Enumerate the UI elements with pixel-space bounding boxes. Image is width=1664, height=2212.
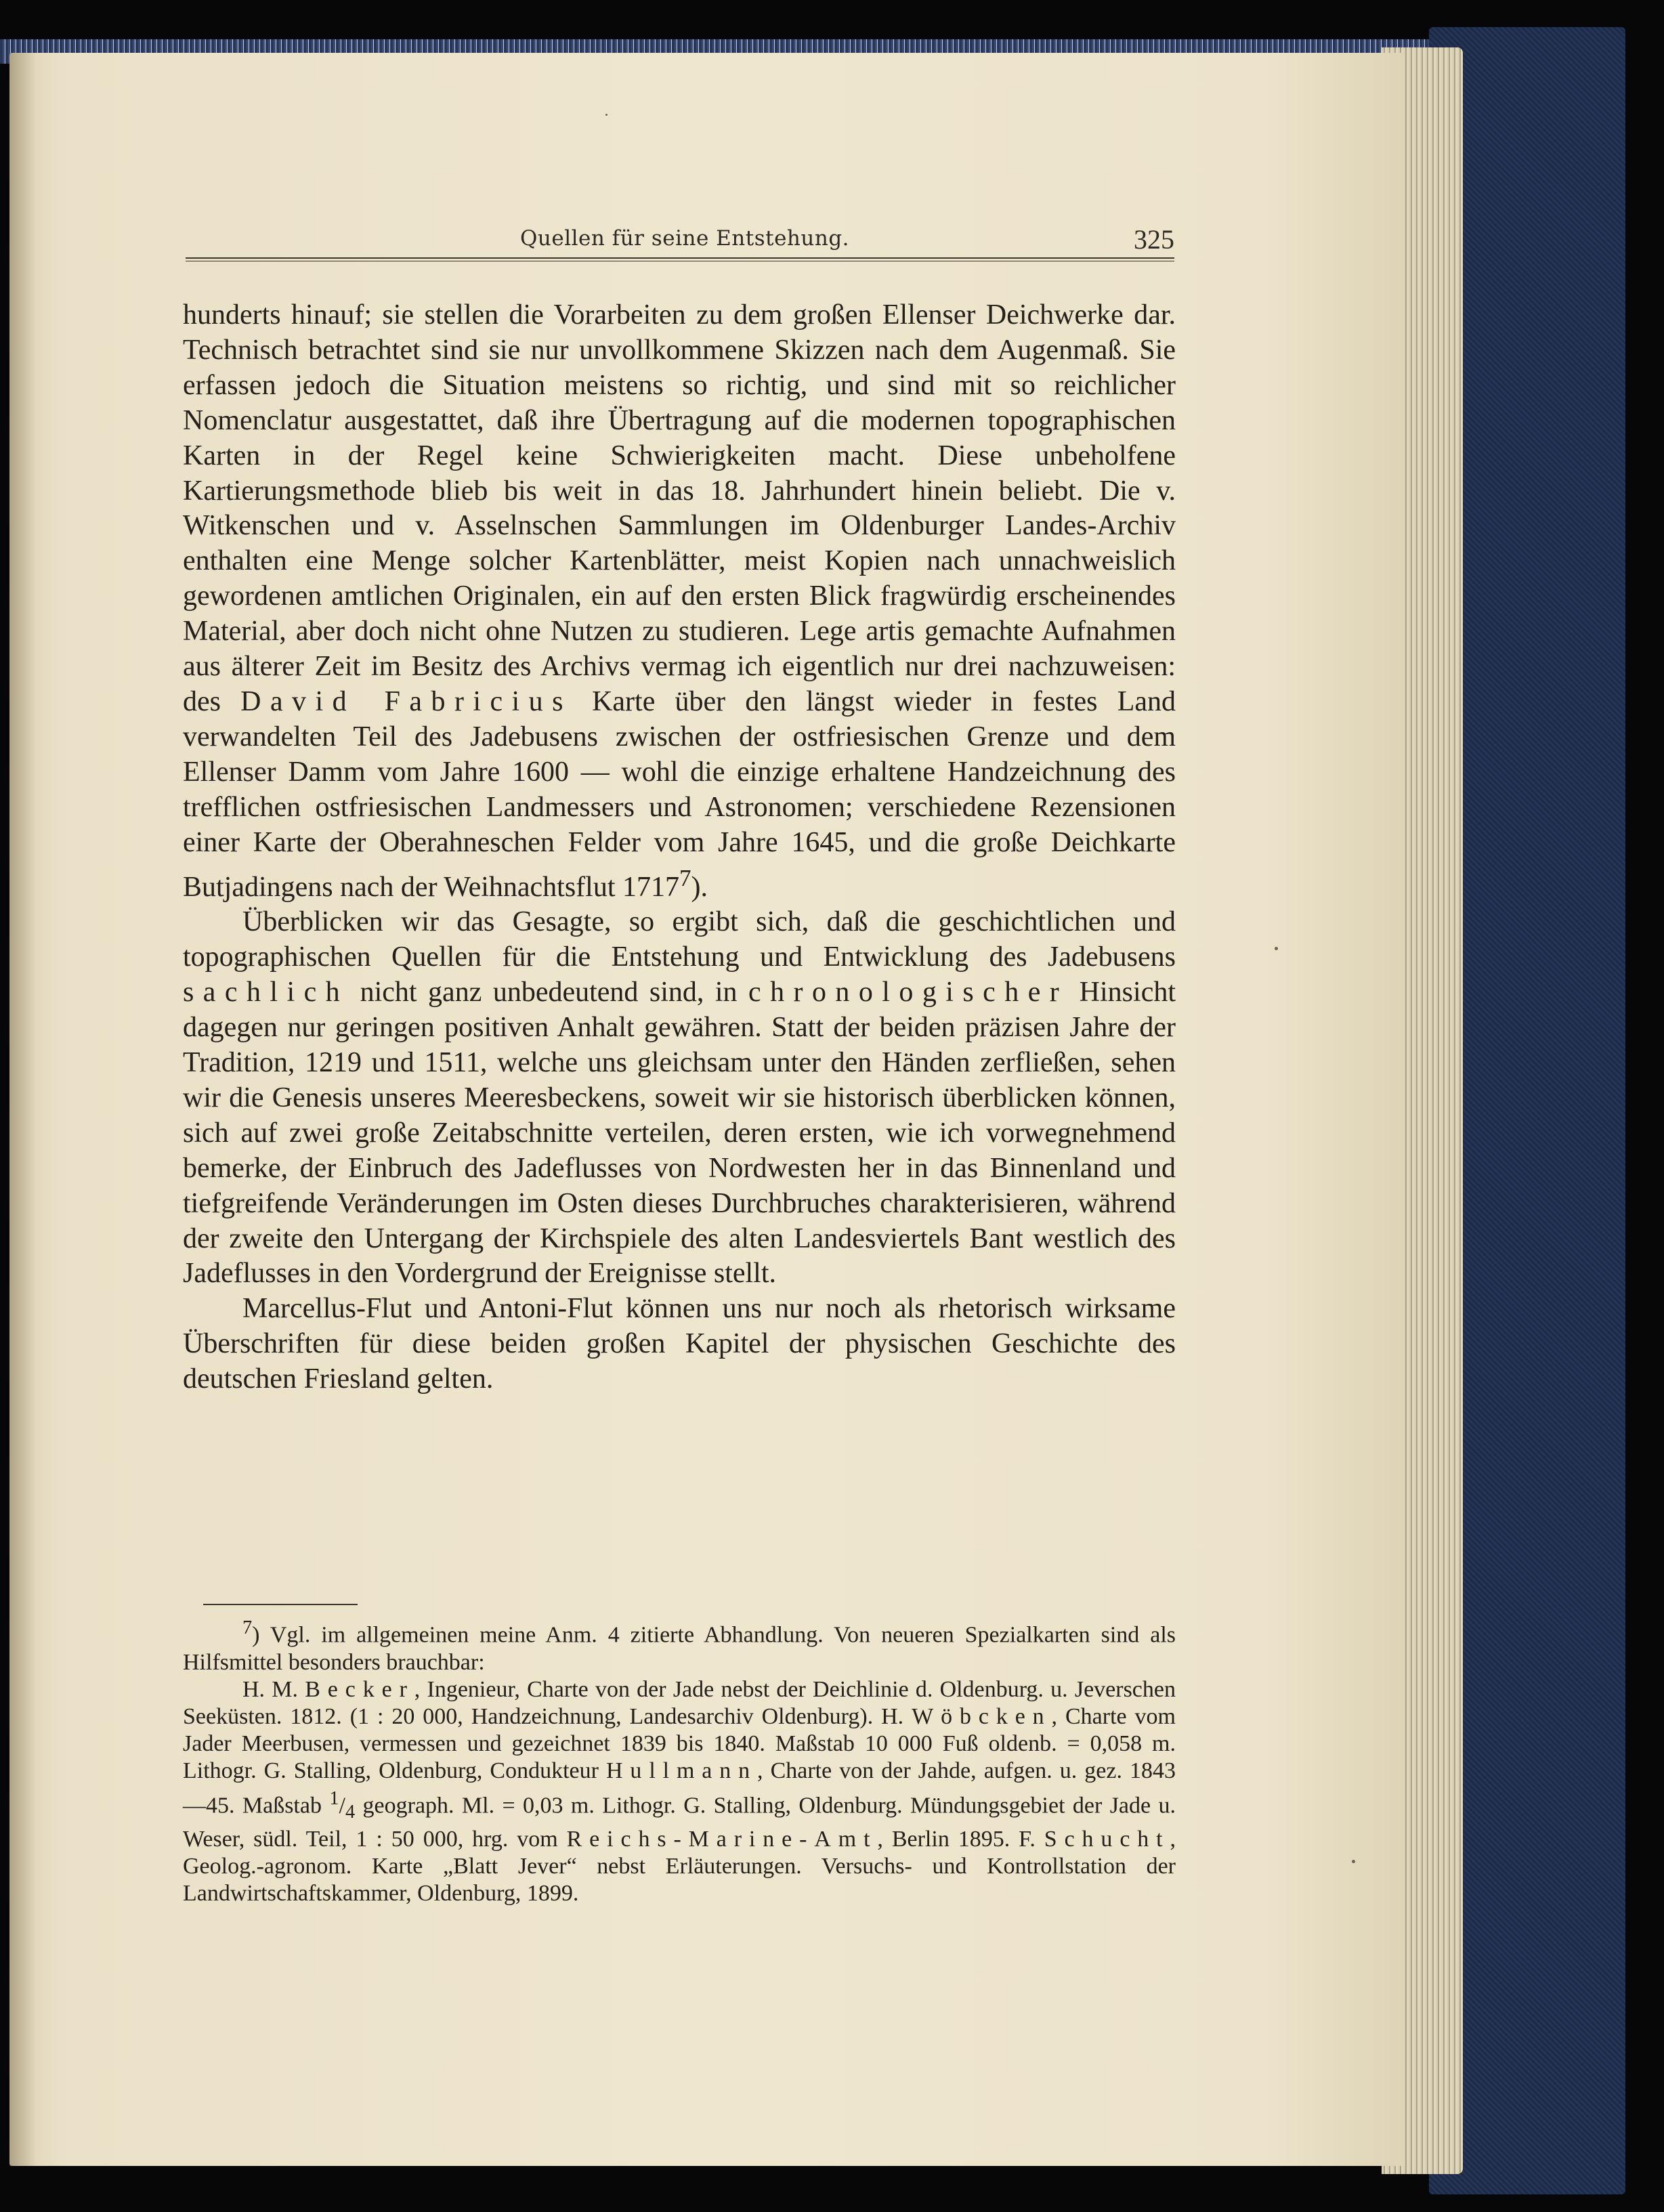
footnote-text-d: , Charte von der Jahde, aufgen. u. gez. 1843—45. Maßstab — [183, 1758, 1176, 1818]
paragraph-2-text-b: nicht ganz unbedeutend sind, in — [349, 977, 749, 1008]
person-name-woebcken: Wöbcken — [912, 1703, 1052, 1729]
paragraph-2-text-c: Hinsicht dagegen nur geringen positiven Anhalt gewähren. Statt der beiden präzisen Jahre der Tradition, 1219 und 1511, welche uns gleichsam unter den Händen zerfließen, sehen wir die Genesis unseres Meeresbeckens, soweit wir sie historisch überblicken können, sich auf zwei große Zeitabschnitte verteilen, deren ersten, wie ich vorwegnehmend bemerke, der Einbruch des Jadeflusses von Nordwesten her in das Binnenland und tiefgreifende Veränderungen im Osten dieses Durchbruches charakterisieren, während der zweite den Untergang der Kirchspiele des alten Landesviertels Bant westlich des Jadeflusses in den Vordergrund der Ereignisse stellt. — [183, 977, 1176, 1290]
institution-reichs-marine-amt: Reichs-Marine-Amt — [566, 1826, 878, 1852]
footnote-text-g: , Geolog.-agronom. Karte „Blatt Jever“ nebst Erläuterungen. Versuchs- und Kontrollstation der Landwirtschaftskammer, Oldenburg, 1899. — [183, 1826, 1176, 1907]
emphasis-chronologischer: chronologischer — [748, 977, 1069, 1008]
paragraph-2 — [183, 905, 1176, 1292]
paragraph-2-text-a: Überblicken wir das Gesagte, so ergibt sich, daß die geschichtlichen und topographischen Quellen für die Entstehung und Entwicklung des Jadebusens — [183, 906, 1176, 973]
footnote-text-e: geograph. Ml. = 0,03 m. Lithogr. G. Stalling, Oldenburg. Mündungsgebiet der Jade u. Weser, südl. Teil, 1 : 50 000, hrg. vom — [183, 1792, 1176, 1852]
footnote-text-a: H. M. — [242, 1676, 305, 1702]
page-number: 325 — [1134, 224, 1174, 255]
body-text — [183, 298, 1176, 1397]
footnote-rule — [203, 1604, 358, 1605]
paper-speck — [1352, 1860, 1355, 1863]
gutter-shadow — [9, 53, 37, 2166]
paper-speck — [1275, 947, 1278, 950]
person-name-fabricius: David Fabricius — [240, 685, 572, 717]
footnote-7-text: ) Vgl. im allgemeinen meine Anm. 4 zitierte Abhandlung. Von neueren Spezialkarten sind als Hilfsmittel besonders brauchbar: — [183, 1622, 1176, 1675]
person-name-schucht: Schucht — [1044, 1826, 1170, 1852]
footnotes — [183, 1615, 1176, 1907]
footnote-text-f: , Berlin 1895. F. — [877, 1826, 1044, 1852]
footnote-text-b: , Ingenieur, Charte von der Jade nebst der Deichlinie d. Oldenburg. u. Jeverschen Seeküsten. 1812. (1 : 20 000, Handzeichnung, Landesarchiv Oldenburg). H. — [183, 1676, 1176, 1729]
paragraph-1-text-c: ). — [691, 871, 708, 903]
fraction-numerator: 1 — [329, 1787, 339, 1809]
paragraph-1-text-b: Karte über den längst wieder in festes Land verwandelten Teil des Jadebusens zwischen der ostfriesischen Grenze und dem Ellenser Damm vom Jahre 1600 — wohl die einzige erhaltene Handzeichnung des trefflichen ostfriesischen Landmessers und Astronomen; verschiedene Rezensionen einer Karte der Oberahneschen Felder vom Jahre 1645, und die große Deichkarte Butjadingens nach der Weihnachtsflut 1717 — [183, 685, 1176, 903]
running-head: Quellen für seine Entstehung. — [520, 226, 850, 251]
emphasis-sachlich: sachlich — [183, 977, 349, 1008]
footnote-7-list: H. M. Becker, Ingenieur, Charte von der Jade nebst der Deichlinie d. Oldenburg. u. Jeverschen Seeküsten. 1812. (1 : 20 000, Handzeichnung, Landesarchiv Oldenburg). H. Wöbcken, Charte vom Jader Meerbusen, vermessen und gezeichnet 1839 bis 1840. Maßstab 10 000 Fuß oldenb. = 0,058 m. Lithogr. G. Stalling, Oldenburg, Condukteur Hullmann, Charte von der Jahde, aufgen. u. gez. 1843—45. Maßstab $^1/_4$ geograph. Ml. = 0,03 m. Lithogr. G. Stalling, Oldenburg. Mündungsgebiet der Jade u. Weser, südl. Teil, 1 : 50 000, hrg. vom Reichs-Marine-Amt, Berlin 1895. F. Schucht, Geolog.-agronom. Karte „Blatt Jever“ nebst Erläuterungen. Versuchs- und Kontrollstation der Landwirtschaftskammer, Oldenburg, 1899. — [183, 1676, 1176, 1907]
footnote-reference: 7 — [679, 864, 691, 891]
fraction-denominator: 4 — [345, 1801, 356, 1823]
footnote-text-c: , Charte vom Jader Meerbusen, vermessen und gezeichnet 1839 bis 1840. Maßstab 10 000 Fuß oldenb. = 0,058 m. Lithogr. G. Stalling, Oldenburg, Condukteur — [183, 1703, 1176, 1784]
paper-speck — [605, 114, 607, 116]
paragraph-1 — [183, 298, 1176, 905]
person-name-becker: Becker — [305, 1676, 414, 1702]
footnote-7 — [183, 1615, 1176, 1676]
footnote-marker: 7 — [242, 1617, 253, 1638]
person-name-hullmann: Hullmann — [606, 1758, 758, 1784]
paragraph-1-text-a: hunderts hinauf; sie stellen die Vorarbeiten zu dem großen Ellenser Deichwerke dar. Technisch betrachtet sind sie nur unvollkommene Skizzen nach dem Augenmaß. Sie erfassen jedoch die Situation meistens so richtig, und sind mit so reichlicher Nomenclatur ausgestattet, daß ihre Übertragung auf die modernen topographischen Karten in der Regel keine Schwierigkeiten macht. Diese unbeholfene Kartierungsmethode blieb bis weit in das 18. Jahrhundert hinein beliebt. Die v. Witkenschen und v. Asselnschen Sammlungen im Oldenburger Landes-Archiv enthalten eine Menge solcher Kartenblätter, meist Kopien nach unnachweislich gewordenen amtlichen Originalen, ein auf den ersten Blick fragwürdig erscheinendes Material, aber doch nicht ohne Nutzen zu studieren. Lege artis gemachte Aufnahmen aus älterer Zeit im Besitz des Archivs vermag ich eigentlich nur drei nachzuweisen: des — [183, 299, 1176, 717]
header-rule — [186, 257, 1174, 261]
paragraph-3: Marcellus-Flut und Antoni-Flut können uns nur noch als rhetorisch wirksame Überschriften für diese beiden großen Kapitel der physischen Geschichte des deutschen Friesland gelten. — [183, 1293, 1176, 1395]
